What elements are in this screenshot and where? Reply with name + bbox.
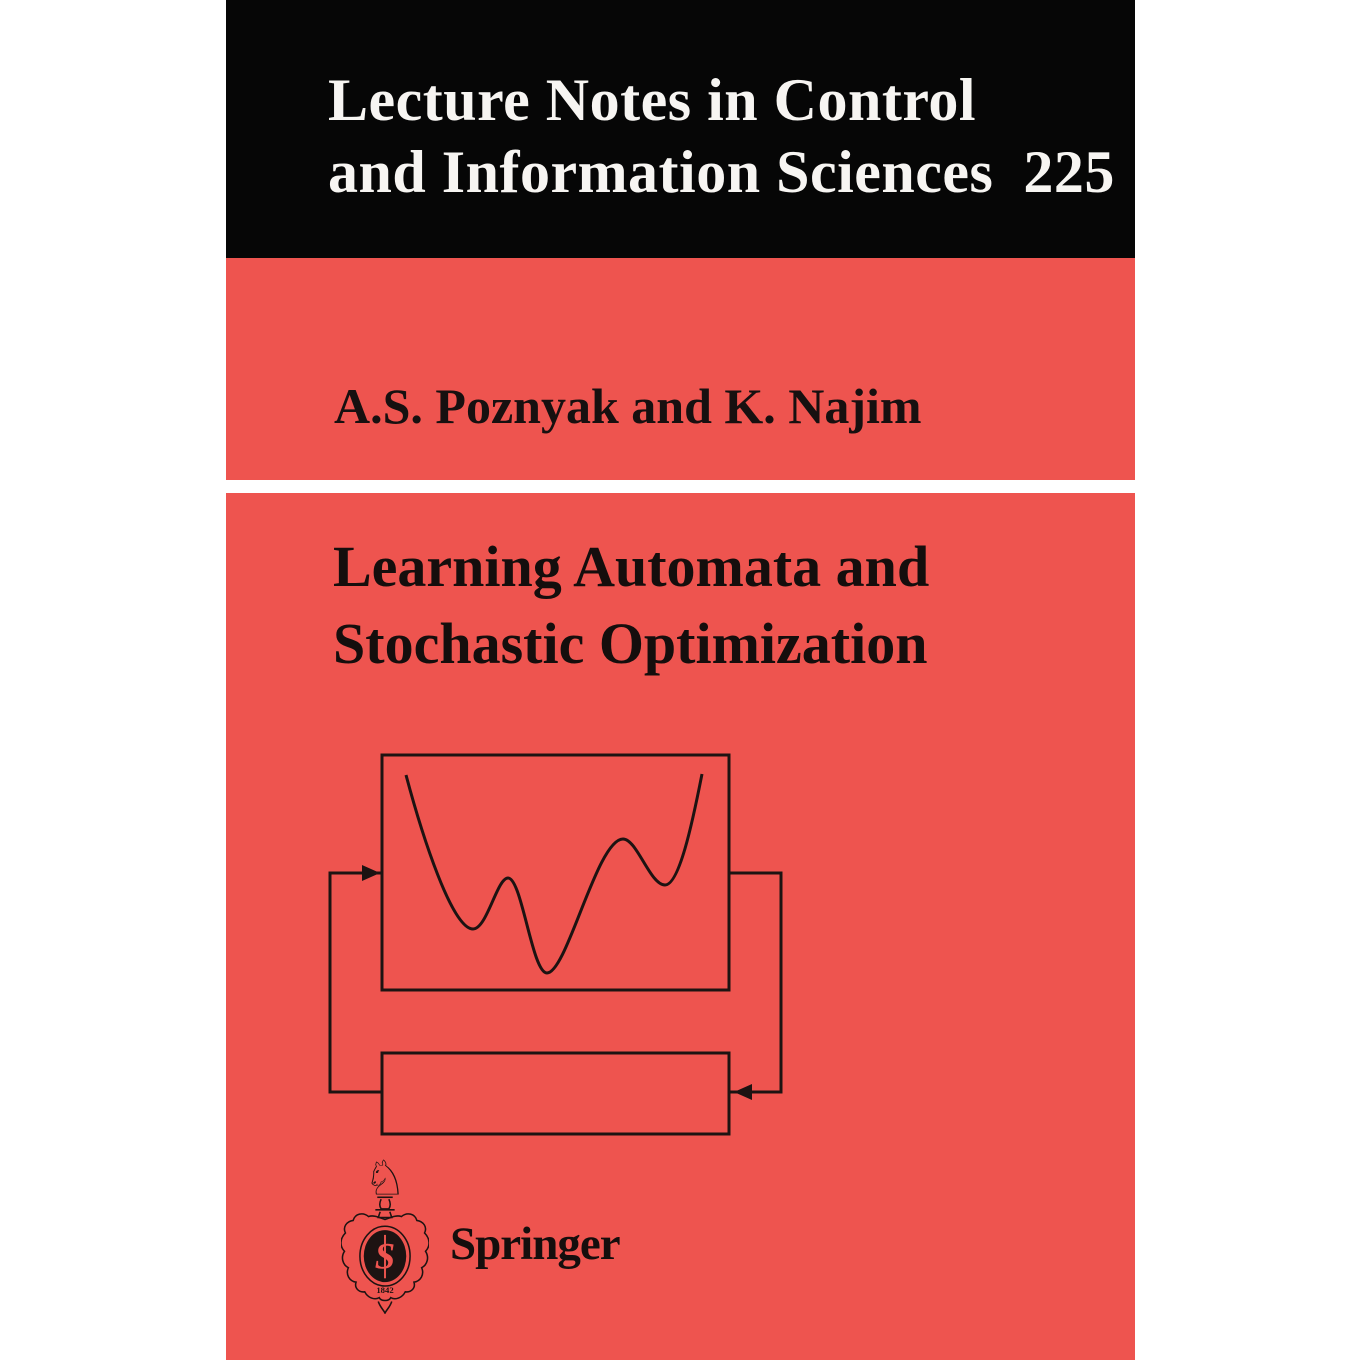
monogram-s: S	[374, 1235, 396, 1277]
series-volume-number: 225	[1023, 139, 1115, 205]
series-title-line2: and Information Sciences 225	[328, 139, 1115, 205]
crest-finial	[378, 1301, 392, 1313]
series-title-line1: Lecture Notes in Control	[328, 67, 977, 133]
springer-crest-logo-icon	[341, 1150, 429, 1314]
automaton-box	[382, 1053, 729, 1134]
multimodal-function-curve	[406, 774, 702, 973]
book-title-line1: Learning Automata and	[333, 534, 930, 599]
right-feedback-path	[729, 873, 781, 1092]
left-pointing-arrow-icon	[734, 1084, 752, 1100]
book-cover	[226, 0, 1135, 1360]
publisher-name: Springer	[450, 1218, 620, 1270]
book-title-line2: Stochastic Optimization	[333, 611, 928, 676]
founding-year: 1842	[376, 1284, 394, 1295]
left-feedback-path	[330, 873, 382, 1092]
right-pointing-arrow-icon	[362, 865, 380, 881]
knight-icon: ♘	[363, 1150, 407, 1207]
authors-line: A.S. Poznyak and K. Najim	[334, 378, 922, 434]
